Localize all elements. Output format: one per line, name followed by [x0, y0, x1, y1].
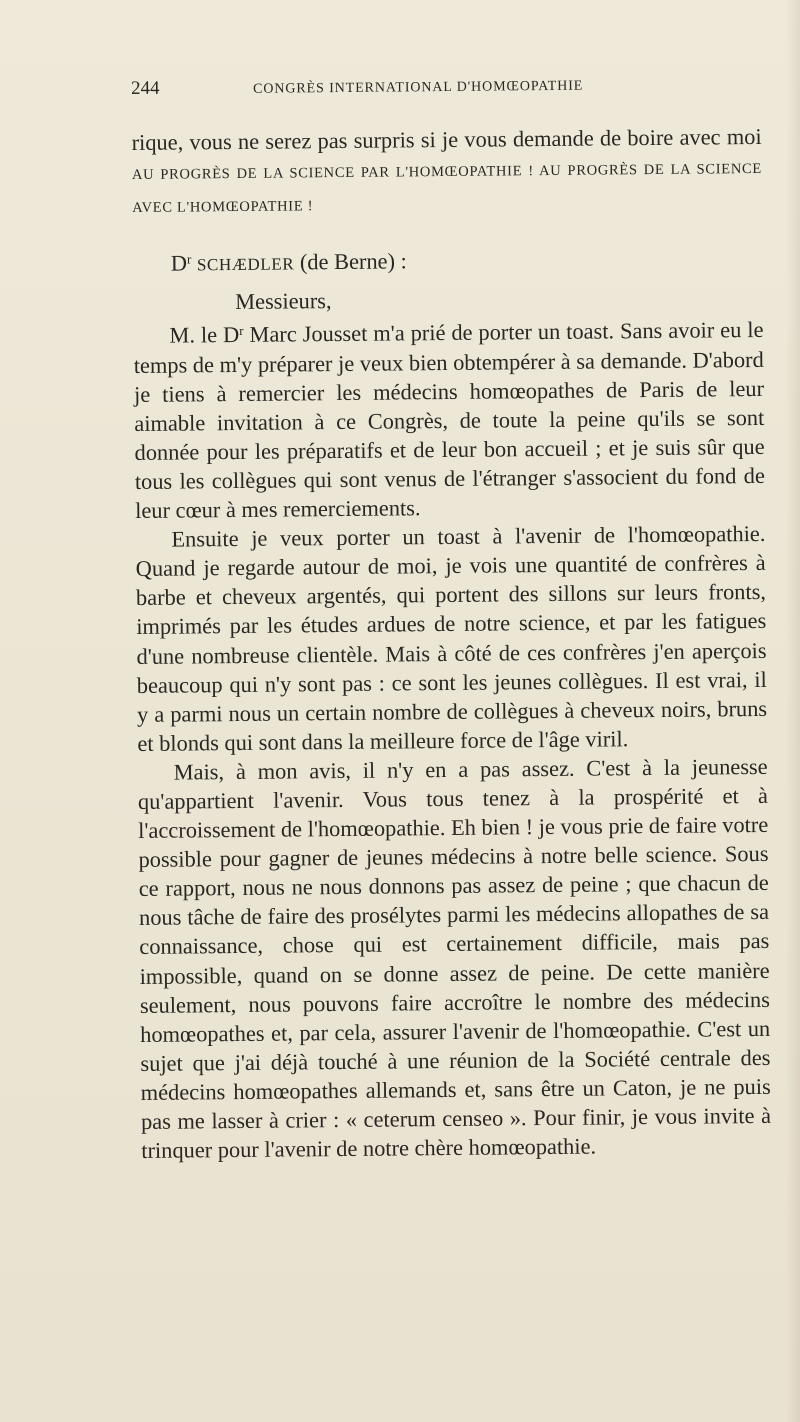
opening-text: rique, vous ne serez pas surpris si je vous demande de boire avec moi — [131, 123, 762, 155]
page-text-block — [131, 72, 771, 1165]
speaker-line — [133, 239, 763, 280]
paragraph-youth: Mais, à mon avis, il n'y en a pas assez. C'est à la jeunesse qu'appartient l'avenir. Vous tous tenez à la prospérité et à l'accroissement de l'homœopathie. Eh bien ! je vous prie de faire votre possible pour gagner de jeunes médecins à notre belle science. Sous ce rapport, nous ne nous donnons pas assez de peine ; que chacun de nous tâche de faire des prosélytes parmi les médecins allopathes de sa connaissance, chose qui est certainement difficile, mais pas impossible, quand on se donne assez de peine. De cette manière seulement, nous pouvons faire accroître le nombre des médecins homœopathes et, par cela, assurer l'avenir de l'homœopathie. C'est un sujet que j'ai déjà touché à une réunion de la Société centrale des médecins homœopathes allemands et, sans être un Caton, je ne puis pas me lasser à crier : « ceterum censeo ». Pour finir, je vous invite à trinquer pour l'avenir de notre chère homœopathie. — [137, 753, 772, 1164]
speaker-title-superscript: r — [186, 251, 192, 267]
doctor-superscript: r — [239, 323, 244, 339]
paragraph-future: Ensuite je veux porter un toast à l'avenir de l'homœopathie. Quand je regarde autour de moi, je vois une quantité de confrères à barbe et cheveux argentés, qui portent des sillons sur leurs fronts, imprimés par les études ardues de notre science, et par les fatigues d'une nombreuse clientèle. Mais à côté de ces confrères j'en aperçois beaucoup qui n'y sont pas : ce sont les jeunes collègues. Il est vrai, il y a parmi nous un certain nombre de collègues à cheveux noirs, bruns et blonds qui sont dans la meilleure force de l'âge viril. — [135, 521, 768, 756]
paragraph-thanks-start: M. le D — [169, 322, 240, 349]
paragraph-thanks — [133, 311, 765, 525]
speaker-title: D — [170, 250, 188, 276]
opening-paragraph — [131, 122, 762, 223]
page-header — [131, 72, 761, 110]
paragraph-thanks-body: Marc Jousset m'a prié de porter un toast. Sans avoir eu le temps de m'y préparer je veux bien obtempérer à sa demande. D'abord je tiens à remercier les médecins homœopathes de Paris de leur aimable invitation à ce Congrès, de toute la peine qu'ils se sont donnée pour les préparatifs et de leur bon accueil ; et je suis sûr que tous les collègues qui sont venus de l'étranger s'associent du fond de leur cœur à mes remerciements. — [133, 317, 765, 524]
speaker-place: (de Berne) : — [299, 248, 407, 275]
page-gutter-shadow — [786, 0, 800, 1422]
page-number: 244 — [131, 77, 160, 99]
running-head: CONGRÈS INTERNATIONAL D'HOMŒOPATHIE — [253, 78, 584, 97]
toast-small-caps: AU PROGRÈS DE LA SCIENCE PAR L'HOMŒOPATHIE ! AU PROGRÈS DE LA SCIENCE AVEC L'HOMŒOPATHIE ! — [131, 161, 762, 217]
salutation: Messieurs, — [235, 288, 332, 315]
speaker-name: SCHÆDLER — [196, 254, 295, 275]
